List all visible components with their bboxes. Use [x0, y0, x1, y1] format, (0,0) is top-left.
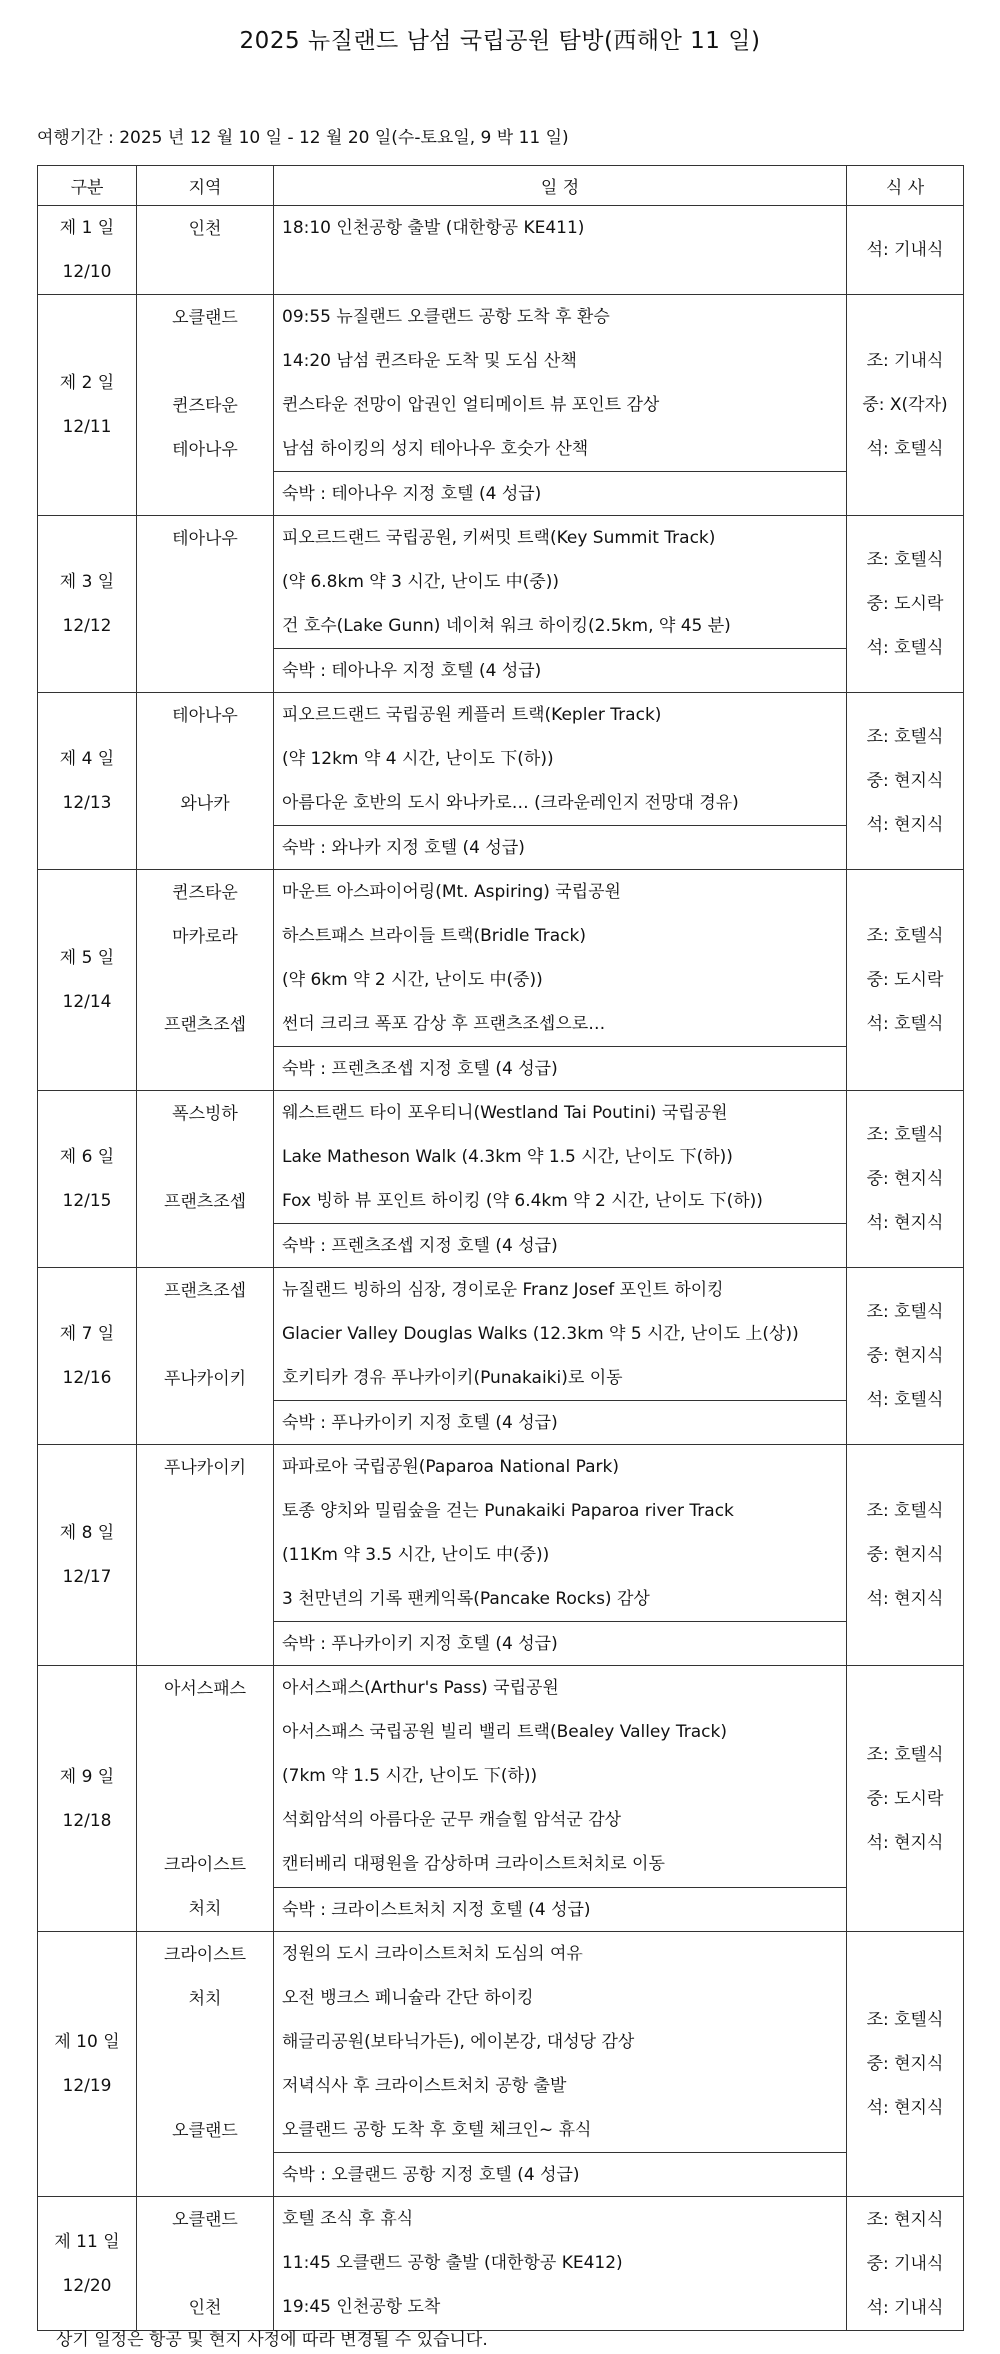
date-label: 12/17 [62, 1567, 112, 1587]
region-label: 인천 [188, 219, 222, 239]
meal-cell [847, 206, 964, 295]
meal-label: 조: 호텔식 [866, 727, 944, 747]
region-label [137, 1799, 273, 1843]
region-label: 인천 [188, 2298, 222, 2318]
meal-label: 조: 호텔식 [866, 2010, 944, 2030]
table-row [38, 693, 964, 870]
meal-label: 석: 현지식 [866, 1213, 944, 1233]
schedule-cell [274, 870, 847, 1091]
activity-line: 건 호수(Lake Gunn) 네이쳐 워크 하이킹(2.5km, 약 45 분) [282, 616, 731, 636]
activity-line: Lake Matheson Walk (4.3km 약 1.5 시간, 난이도 下(하)) [282, 1147, 733, 1167]
footnote: 상기 일정은 항공 및 현지 사정에 따라 변경될 수 있습니다. [56, 2330, 488, 2350]
meal-label: 중: 현지식 [866, 1545, 944, 1565]
region-label: 테아나우 [172, 440, 238, 460]
schedule-cell [274, 693, 847, 870]
meal-label: 석: 호텔식 [866, 1390, 944, 1410]
activity-line: 아서스패스 국립공원 빌리 밸리 트랙(Bealey Valley Track) [282, 1722, 727, 1742]
activity-line: 09:55 뉴질랜드 오클랜드 공항 도착 후 환승 [282, 307, 610, 327]
activity-line: 14:20 남섬 퀸즈타운 도착 및 도심 산책 [282, 351, 577, 371]
lodging-line: 숙박 : 오클랜드 공항 지정 호텔 (4 성급) [274, 2152, 846, 2196]
activity-line: 아서스패스(Arthur's Pass) 국립공원 [282, 1678, 559, 1698]
date-label: 12/12 [62, 616, 112, 636]
region-label: 프랜츠조셉 [163, 1281, 247, 1301]
region-label [137, 340, 273, 384]
day-cell [38, 516, 137, 693]
schedule-cell [274, 516, 847, 693]
day-label: 제 6 일 [59, 1147, 115, 1167]
lodging-line: 숙박 : 테아나우 지정 호텔 (4 성급) [274, 471, 846, 515]
day-cell [38, 295, 137, 516]
region-label [137, 2242, 273, 2286]
day-label: 제 11 일 [54, 2231, 120, 2252]
meal-label: 조: 현지식 [866, 2209, 944, 2230]
meal-label: 중: 도시락 [866, 970, 944, 990]
schedule-cell [274, 1091, 847, 1268]
table-row [38, 1268, 964, 1445]
date-label: 12/19 [62, 2076, 112, 2096]
meal-label: 조: 기내식 [866, 351, 944, 371]
table-row [38, 870, 964, 1091]
meal-cell [847, 295, 964, 516]
activity-line: 정원의 도시 크라이스트처치 도심의 여유 [282, 1944, 583, 1964]
meal-label: 석: 호텔식 [866, 1014, 944, 1034]
date-label: 12/18 [62, 1810, 112, 1831]
meal-label: 중: X(각자) [862, 395, 948, 415]
activity-line: 토종 양치와 밀림숲을 걷는 Punakaiki Paparoa river Track [282, 1501, 734, 1521]
region-label: 테아나우 [172, 706, 238, 726]
day-cell [38, 1445, 137, 1666]
meal-label: 석: 기내식 [866, 2297, 944, 2318]
activity-line: (11Km 약 3.5 시간, 난이도 中(중)) [282, 1545, 550, 1565]
date-label: 12/20 [62, 2275, 112, 2296]
activity-line: 퀸스타운 전망이 압권인 얼티메이트 뷰 포인트 감상 [282, 395, 660, 415]
table-row [38, 1932, 964, 2197]
region-label: 퀸즈타운 [172, 396, 238, 416]
region-cell [137, 516, 274, 693]
activity-line: 저녁식사 후 크라이스트처치 공항 출발 [282, 2076, 567, 2096]
lodging-line: 숙박 : 푸나카이키 지정 호텔 (4 성급) [274, 1621, 846, 1665]
region-label: 마카로라 [172, 927, 238, 947]
day-label: 제 4 일 [59, 749, 115, 769]
region-label: 폭스빙하 [172, 1104, 238, 1124]
meal-label: 조: 호텔식 [866, 1125, 944, 1145]
date-label: 12/14 [62, 992, 112, 1012]
activity-line: Glacier Valley Douglas Walks (12.3km 약 5 시간, 난이도 上(상)) [282, 1324, 799, 1344]
day-label: 제 9 일 [59, 1766, 115, 1787]
meal-label: 조: 호텔식 [866, 550, 944, 570]
meal-label: 석: 기내식 [866, 240, 944, 260]
table-row [38, 1445, 964, 1666]
activity-line: 썬더 크리크 폭포 감상 후 프랜츠조셉으로… [282, 1014, 606, 1034]
meal-cell [847, 1666, 964, 1932]
day-label: 제 8 일 [59, 1523, 115, 1543]
region-cell [137, 1091, 274, 1268]
day-label: 제 7 일 [59, 1324, 115, 1344]
activity-line: 오전 뱅크스 페니슐라 간단 하이킹 [282, 1988, 534, 2008]
meal-label: 중: 현지식 [866, 1169, 944, 1189]
header-day: 구분 [38, 166, 137, 206]
meal-label: 석: 현지식 [866, 1832, 944, 1853]
activity-line: (약 6.8km 약 3 시간, 난이도 中(중)) [282, 572, 559, 592]
activity-line: 뉴질랜드 빙하의 심장, 경이로운 Franz Josef 포인트 하이킹 [282, 1280, 724, 1300]
schedule-body [38, 206, 964, 2331]
activity-line: 마운트 아스파이어링(Mt. Aspiring) 국립공원 [282, 882, 621, 902]
activity-line: (약 6km 약 2 시간, 난이도 中(중)) [282, 970, 543, 990]
meal-label: 석: 현지식 [866, 2098, 944, 2118]
day-label: 제 10 일 [54, 2032, 120, 2052]
region-label: 오클랜드 [172, 2121, 238, 2141]
activity-line: 호키티카 경유 푸나카이키(Punakaiki)로 이동 [282, 1368, 623, 1388]
region-label [137, 738, 273, 782]
schedule-cell [274, 1268, 847, 1445]
activity-line: 파파로아 국립공원(Paparoa National Park) [282, 1457, 619, 1477]
meal-label: 중: 기내식 [866, 2253, 944, 2274]
day-cell [38, 206, 137, 295]
region-label [137, 2065, 273, 2109]
region-label [137, 1313, 273, 1357]
region-cell [137, 1932, 274, 2197]
day-cell [38, 1091, 137, 1268]
region-label: 아서스패스 [163, 1679, 247, 1699]
meal-cell [847, 516, 964, 693]
region-label: 오클랜드 [172, 308, 238, 328]
schedule-cell [274, 1666, 847, 1932]
activity-line: 해글리공원(보타닉가든), 에이본강, 대성당 감상 [282, 2032, 635, 2052]
meal-cell [847, 2197, 964, 2331]
region-label: 크라이스트 [163, 1855, 247, 1875]
region-label: 처치 [188, 1989, 222, 2009]
meal-label: 조: 호텔식 [866, 926, 944, 946]
schedule-table [37, 165, 964, 2331]
activity-line: (약 12km 약 4 시간, 난이도 下(하)) [282, 749, 554, 769]
meal-label: 석: 호텔식 [866, 638, 944, 658]
activity-line: (7km 약 1.5 시간, 난이도 下(하)) [282, 1766, 538, 1786]
activity-line: 19:45 인천공항 도착 [282, 2297, 441, 2317]
activity-line: 11:45 오클랜드 공항 출발 (대한항공 KE412) [282, 2253, 623, 2273]
schedule-cell [274, 206, 847, 295]
lodging-line: 숙박 : 테아나우 지정 호텔 (4 성급) [274, 648, 846, 692]
region-label: 푸나카이키 [163, 1458, 247, 1478]
header-region: 지역 [137, 166, 274, 206]
header-schedule: 일 정 [274, 166, 847, 206]
meal-label: 중: 현지식 [866, 1346, 944, 1366]
meal-cell [847, 870, 964, 1091]
schedule-cell [274, 295, 847, 516]
region-cell [137, 2197, 274, 2331]
activity-line: 남섬 하이킹의 성지 테아나우 호숫가 산책 [282, 439, 589, 459]
table-row [38, 2197, 964, 2331]
lodging-line: 숙박 : 프렌츠조셉 지정 호텔 (4 성급) [274, 1223, 846, 1267]
day-cell [38, 2197, 137, 2331]
table-row [38, 295, 964, 516]
region-label: 처치 [188, 1899, 222, 1919]
lodging-line: 숙박 : 푸나카이키 지정 호텔 (4 성급) [274, 1400, 846, 1444]
meal-label: 석: 현지식 [866, 1589, 944, 1609]
date-label: 12/16 [62, 1368, 112, 1388]
meal-cell [847, 1932, 964, 2197]
region-label: 프랜츠조셉 [163, 1192, 247, 1212]
region-label: 푸나카이키 [163, 1369, 247, 1389]
region-label [137, 1755, 273, 1799]
region-cell [137, 295, 274, 516]
lodging-line: 숙박 : 와나카 지정 호텔 (4 성급) [274, 825, 846, 869]
activity-line: 오클랜드 공항 도착 후 호텔 체크인~ 휴식 [282, 2120, 592, 2140]
region-label: 퀸즈타운 [172, 883, 238, 903]
meal-label: 석: 호텔식 [866, 439, 944, 459]
activity-line: Fox 빙하 뷰 포인트 하이킹 (약 6.4km 약 2 시간, 난이도 下(하)) [282, 1191, 763, 1211]
lodging-line: 숙박 : 크라이스트처치 지정 호텔 (4 성급) [274, 1887, 846, 1931]
activity-line: 석회암석의 아름다운 군무 캐슬힐 암석군 감상 [282, 1810, 622, 1830]
region-cell [137, 693, 274, 870]
meal-label: 중: 현지식 [866, 2054, 944, 2074]
region-cell [137, 870, 274, 1091]
day-cell [38, 1268, 137, 1445]
schedule-cell [274, 1445, 847, 1666]
travel-period: 여행기간 : 2025 년 12 월 10 일 - 12 월 20 일(수-토요일, 9 박 11 일) [37, 128, 569, 148]
date-label: 12/13 [62, 793, 112, 813]
day-label: 제 3 일 [59, 572, 115, 592]
day-cell [38, 870, 137, 1091]
meal-label: 석: 현지식 [866, 815, 944, 835]
meal-label: 중: 현지식 [866, 771, 944, 791]
region-label [137, 1711, 273, 1755]
date-label: 12/15 [62, 1191, 112, 1211]
region-label [137, 2021, 273, 2065]
meal-cell [847, 1091, 964, 1268]
region-cell [137, 206, 274, 295]
activity-line: 피오르드랜드 국립공원 케플러 트랙(Kepler Track) [282, 705, 662, 725]
date-label: 12/11 [62, 417, 112, 437]
region-label: 와나카 [180, 794, 230, 814]
meal-cell [847, 693, 964, 870]
table-row [38, 1091, 964, 1268]
table-row [38, 206, 964, 295]
region-label: 오클랜드 [172, 2210, 238, 2230]
meal-cell [847, 1268, 964, 1445]
activity-line: 18:10 인천공항 출발 (대한항공 KE411) [282, 218, 585, 238]
meal-label: 중: 도시락 [866, 594, 944, 614]
date-label: 12/10 [62, 262, 112, 282]
region-cell [137, 1268, 274, 1445]
region-label: 테아나우 [172, 529, 238, 549]
table-header-row [38, 166, 964, 206]
day-label: 제 2 일 [59, 373, 115, 393]
day-cell [38, 693, 137, 870]
region-cell [137, 1666, 274, 1932]
activity-line: 3 천만년의 기록 팬케익록(Pancake Rocks) 감상 [282, 1589, 650, 1609]
region-cell [137, 1445, 274, 1666]
activity-line: 아름다운 호반의 도시 와나카로… (크라운레인지 전망대 경유) [282, 793, 739, 813]
day-cell [38, 1932, 137, 2197]
page-title: 2025 뉴질랜드 남섬 국립공원 탐방(西해안 11 일) [239, 28, 761, 54]
day-label: 제 5 일 [59, 948, 115, 968]
region-label: 크라이스트 [163, 1945, 247, 1965]
activity-line: 피오르드랜드 국립공원, 키써밋 트랙(Key Summit Track) [282, 528, 716, 548]
meal-cell [847, 1445, 964, 1666]
activity-line: 캔터베리 대평원을 감상하며 크라이스트처치로 이동 [282, 1854, 665, 1874]
meal-label: 조: 호텔식 [866, 1302, 944, 1322]
day-label: 제 1 일 [59, 218, 115, 238]
activity-line: 호텔 조식 후 휴식 [282, 2209, 414, 2229]
activity-line: 웨스트랜드 타이 포우티니(Westland Tai Poutini) 국립공원 [282, 1103, 728, 1123]
lodging-line: 숙박 : 프렌츠조셉 지정 호텔 (4 성급) [274, 1046, 846, 1090]
schedule-cell [274, 1932, 847, 2197]
day-cell [38, 1666, 137, 1932]
meal-label: 조: 호텔식 [866, 1744, 944, 1765]
table-row [38, 516, 964, 693]
region-label: 프랜츠조셉 [163, 1015, 247, 1035]
meal-label: 중: 도시락 [866, 1788, 944, 1809]
activity-line: 하스트패스 브라이들 트랙(Bridle Track) [282, 926, 586, 946]
header-meal: 식 사 [847, 166, 964, 206]
region-label [137, 1136, 273, 1180]
table-row [38, 1666, 964, 1932]
meal-label: 조: 호텔식 [866, 1501, 944, 1521]
region-label [137, 959, 273, 1003]
schedule-cell [274, 2197, 847, 2331]
